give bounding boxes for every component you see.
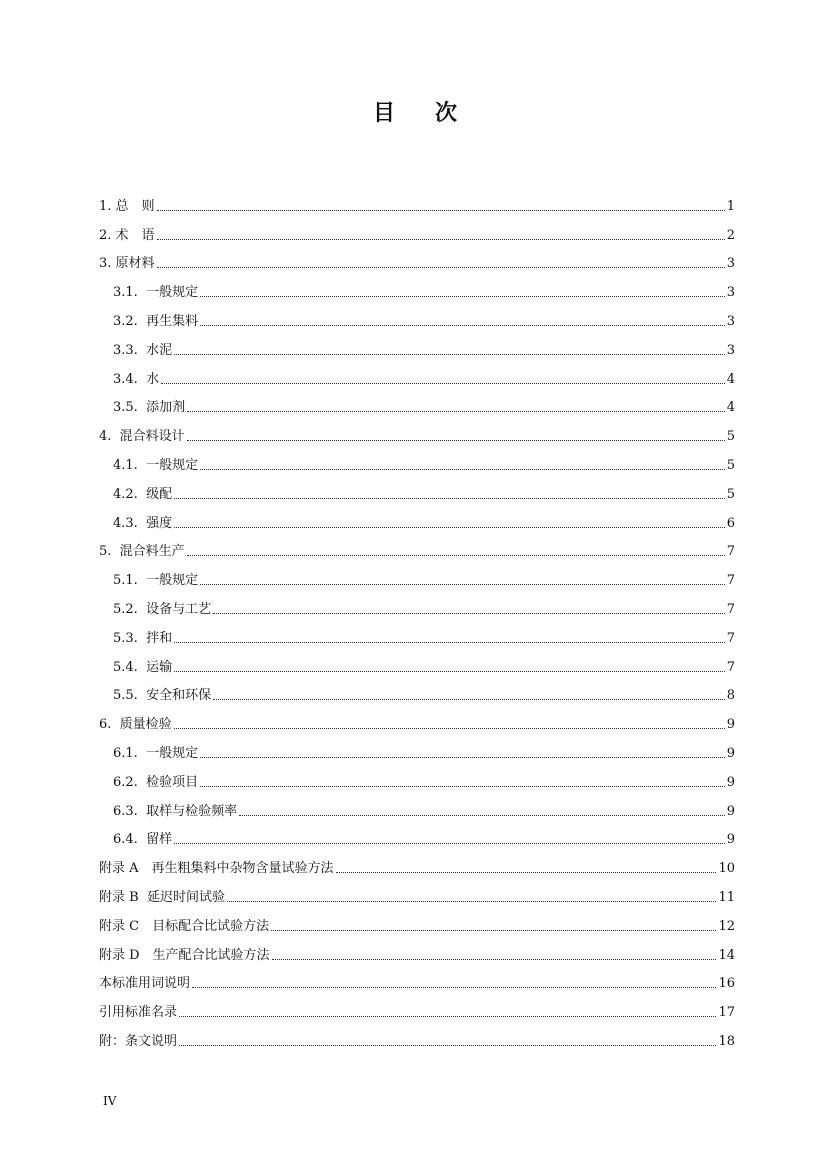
toc-entry-page: 11	[718, 889, 735, 905]
toc-dot-leader	[213, 613, 725, 614]
toc-entry[interactable]	[99, 791, 735, 820]
toc-entry[interactable]	[99, 388, 735, 417]
toc-dot-leader	[174, 843, 725, 844]
toc-entry-page: 7	[726, 544, 735, 560]
toc-entry-label: 3.4. 水	[113, 371, 160, 387]
toc-entry-page: 1	[726, 198, 735, 214]
toc-entry-page: 12	[718, 918, 735, 934]
toc-entry[interactable]	[99, 877, 735, 906]
toc-entry[interactable]	[99, 848, 735, 877]
toc-dot-leader	[174, 728, 725, 729]
toc-entry-page: 9	[726, 717, 735, 733]
toc-entry[interactable]	[99, 1021, 735, 1050]
toc-entry-label: 4.2. 级配	[113, 486, 173, 502]
toc-entry-label: 3.1. 一般规定	[113, 285, 199, 301]
toc-entry-label: 附录 C 目标配合比试验方法	[99, 918, 270, 934]
toc-entry-page: 5	[726, 429, 735, 445]
toc-entry-page: 4	[726, 371, 735, 387]
toc-entry-page: 6	[726, 515, 735, 531]
toc-entry[interactable]	[99, 647, 735, 676]
toc-entry-page: 3	[726, 285, 735, 301]
toc-entry-label: 附录 A 再生粗集料中杂物含量试验方法	[99, 861, 334, 877]
toc-entry-label: 引用标准名录	[99, 1005, 178, 1021]
page-title: 目次	[372, 101, 497, 126]
toc-entry[interactable]	[99, 272, 735, 301]
toc-entry-label: 5.4. 运输	[113, 659, 173, 675]
toc-entry-label: 6.1. 一般规定	[113, 745, 199, 761]
toc-dot-leader	[271, 930, 716, 931]
toc-dot-leader	[157, 210, 725, 211]
toc-entry-label: 3.2. 再生集料	[113, 313, 199, 329]
toc-entry[interactable]	[99, 704, 735, 733]
toc-entry-page: 2	[726, 227, 735, 243]
toc-entry-label: 5. 混合料生产	[99, 544, 185, 560]
toc-entry-label: 5.5. 安全和环保	[113, 688, 212, 704]
toc-entry[interactable]	[99, 186, 735, 215]
toc-entry-label: 附：条文说明	[99, 1033, 178, 1049]
toc-entry-page: 3	[726, 313, 735, 329]
toc-entry[interactable]	[99, 474, 735, 503]
toc-entry[interactable]	[99, 906, 735, 935]
toc-entry-label: 附录 D 生产配合比试验方法	[99, 947, 270, 963]
toc-entry[interactable]	[99, 244, 735, 273]
toc-dot-leader	[157, 267, 725, 268]
toc-entry[interactable]	[99, 359, 735, 388]
toc-dot-leader	[179, 1016, 716, 1017]
toc-entry[interactable]	[99, 992, 735, 1021]
toc-entry-label: 3.3. 水泥	[113, 342, 173, 358]
toc-entry-page: 7	[726, 573, 735, 589]
toc-entry-label: 附录 B 延迟时间试验	[99, 889, 225, 905]
toc-entry-page: 7	[726, 601, 735, 617]
toc-dot-leader	[200, 296, 725, 297]
toc-dot-leader	[174, 527, 725, 528]
toc-dot-leader	[174, 354, 725, 355]
toc-entry-page: 3	[726, 256, 735, 272]
toc-entry-page: 9	[726, 803, 735, 819]
toc-dot-leader	[200, 325, 725, 326]
toc-entry-page: 5	[726, 457, 735, 473]
toc-entry[interactable]	[99, 820, 735, 849]
toc-entry-page: 9	[726, 832, 735, 848]
toc-dot-leader	[187, 411, 725, 412]
toc-entry-page: 4	[726, 400, 735, 416]
toc-entry-label: 4.3. 强度	[113, 515, 173, 531]
toc-dot-leader	[174, 642, 725, 643]
toc-dot-leader	[174, 671, 725, 672]
toc-dot-leader	[200, 469, 725, 470]
toc-entry-label: 6.2. 检验项目	[113, 774, 199, 790]
toc-entry-label: 5.1. 一般规定	[113, 573, 199, 589]
toc-entry-page: 3	[726, 342, 735, 358]
toc-entry[interactable]	[99, 532, 735, 561]
toc-entry[interactable]	[99, 618, 735, 647]
page-number: IV	[103, 1094, 117, 1108]
toc-dot-leader	[227, 901, 717, 902]
toc-entry-page: 16	[718, 976, 735, 992]
toc-entry-label: 3.5. 添加剂	[113, 400, 186, 416]
toc-dot-leader	[336, 872, 717, 873]
toc-entry[interactable]	[99, 301, 735, 330]
toc-entry-page: 9	[726, 774, 735, 790]
toc-entry-page: 14	[718, 947, 735, 963]
toc-entry-label: 5.2. 设备与工艺	[113, 601, 212, 617]
toc-dot-leader	[200, 786, 725, 787]
toc-entry-label: 4. 混合料设计	[99, 429, 185, 445]
toc-entry[interactable]	[99, 503, 735, 532]
toc-entry[interactable]	[99, 762, 735, 791]
toc-entry-page: 7	[726, 659, 735, 675]
toc-entry-label: 1. 总 则	[99, 198, 155, 214]
toc-entry-label: 5.3. 拌和	[113, 630, 173, 646]
toc-entry[interactable]	[99, 964, 735, 993]
toc-entry-label: 2. 术 语	[99, 227, 155, 243]
toc-entry-label: 4.1. 一般规定	[113, 457, 199, 473]
toc-entry[interactable]	[99, 416, 735, 445]
toc-entry[interactable]	[99, 589, 735, 618]
toc-entry[interactable]	[99, 733, 735, 762]
toc-entry-page: 17	[718, 1005, 735, 1021]
toc-entry[interactable]	[99, 560, 735, 589]
toc-dot-leader	[239, 815, 725, 816]
toc-dot-leader	[213, 699, 725, 700]
toc-dot-leader	[192, 987, 716, 988]
toc-dot-leader	[200, 584, 725, 585]
toc-entry-page: 5	[726, 486, 735, 502]
toc-entry-page: 7	[726, 630, 735, 646]
toc-entry[interactable]	[99, 676, 735, 705]
toc-entry-label: 3. 原材料	[99, 256, 155, 272]
toc-entry-label: 6.4. 留样	[113, 832, 173, 848]
toc-entry-label: 本标准用词说明	[99, 976, 191, 992]
toc-entry[interactable]	[99, 935, 735, 964]
toc-entry-label: 6. 质量检验	[99, 717, 172, 733]
table-of-contents	[99, 186, 735, 1050]
toc-entry-label: 6.3. 取样与检验频率	[113, 803, 238, 819]
toc-dot-leader	[200, 757, 725, 758]
toc-entry-page: 10	[718, 861, 735, 877]
toc-dot-leader	[161, 383, 725, 384]
toc-dot-leader	[174, 498, 725, 499]
toc-dot-leader	[179, 1045, 716, 1046]
toc-dot-leader	[187, 555, 725, 556]
toc-dot-leader	[157, 239, 725, 240]
toc-entry[interactable]	[99, 445, 735, 474]
toc-entry-page: 18	[718, 1033, 735, 1049]
toc-entry[interactable]	[99, 215, 735, 244]
toc-entry[interactable]	[99, 330, 735, 359]
toc-entry-page: 8	[726, 688, 735, 704]
toc-entry-page: 9	[726, 745, 735, 761]
toc-dot-leader	[187, 440, 725, 441]
toc-dot-leader	[272, 959, 717, 960]
